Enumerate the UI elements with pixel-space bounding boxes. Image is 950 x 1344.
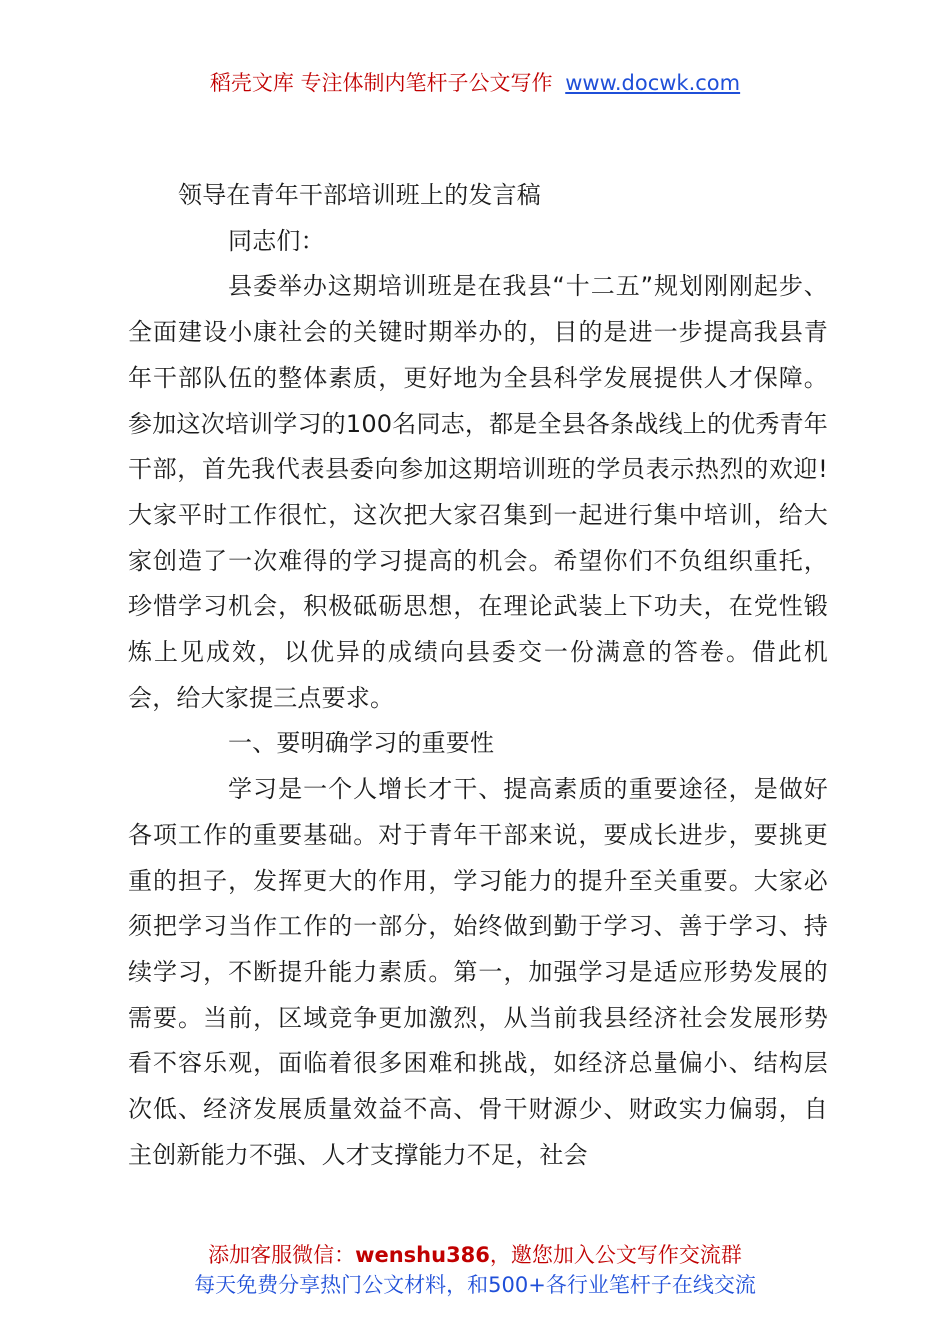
document-title: 领导在青年干部培训班上的发言稿 — [178, 181, 541, 209]
page-footer — [0, 1240, 950, 1300]
footer-prefix: 添加客服微信： — [208, 1243, 356, 1267]
footer-contact-line — [0, 1240, 950, 1270]
header-brand: 稻壳文库 专注体制内笔杆子公文写作 — [209, 71, 553, 95]
section-heading: 一、要明确学习的重要性 — [228, 729, 495, 758]
salutation: 同志们： — [228, 226, 325, 255]
paragraph: 学习是一个人增长才干、提高素质的重要途径，是做好各项工作的重要基础。对于青年干部来说，要成长进步，要挑更重的担子，发挥更大的作用，学习能力的提升至关重要。大家必须把学习当作工作的一部分，始终做到勤于学习、善于学习、持续学习，不断提升能力素质。第一，加强学习是适应形势发展的需要。当前，区域竞争更加激烈，从当前我县经济社会发展形势看不容乐观，面临着很多困难和挑战，如经济总量偏小、结构层次低、经济发展质量效益不高、骨干财源少、财政实力偏弱，自主创新能力不强、人才支撑能力不足，社会 — [128, 775, 828, 1169]
document-body — [128, 173, 828, 1178]
page-header — [0, 66, 950, 100]
paragraph: 县委举办这期培训班是在我县“十二五”规划刚刚起步、全面建设小康社会的关键时期举办的，目的是进一步提高我县青年干部队伍的整体素质，更好地为全县科学发展提供人才保障。参加这次培训学习的100名同志，都是全县各条战线上的优秀青年干部，首先我代表县委向参加这期培训班的学员表示热烈的欢迎!大家平时工作很忙，这次把大家召集到一起进行集中培训，给大家创造了一次难得的学习提高的机会。希望你们不负组织重托，珍惜学习机会，积极砥砺思想，在理论武装上下功夫，在党性锻炼上见成效，以优异的成绩向县委交一份满意的答卷。借此机会，给大家提三点要求。 — [128, 272, 828, 712]
wechat-id: wenshu386 — [355, 1243, 490, 1267]
footer-promo-line: 每天免费分享热门公文材料，和500+各行业笔杆子在线交流 — [194, 1273, 756, 1297]
header-url-link[interactable]: www.docwk.com — [565, 71, 741, 95]
footer-suffix: ，邀您加入公文写作交流群 — [489, 1243, 742, 1267]
